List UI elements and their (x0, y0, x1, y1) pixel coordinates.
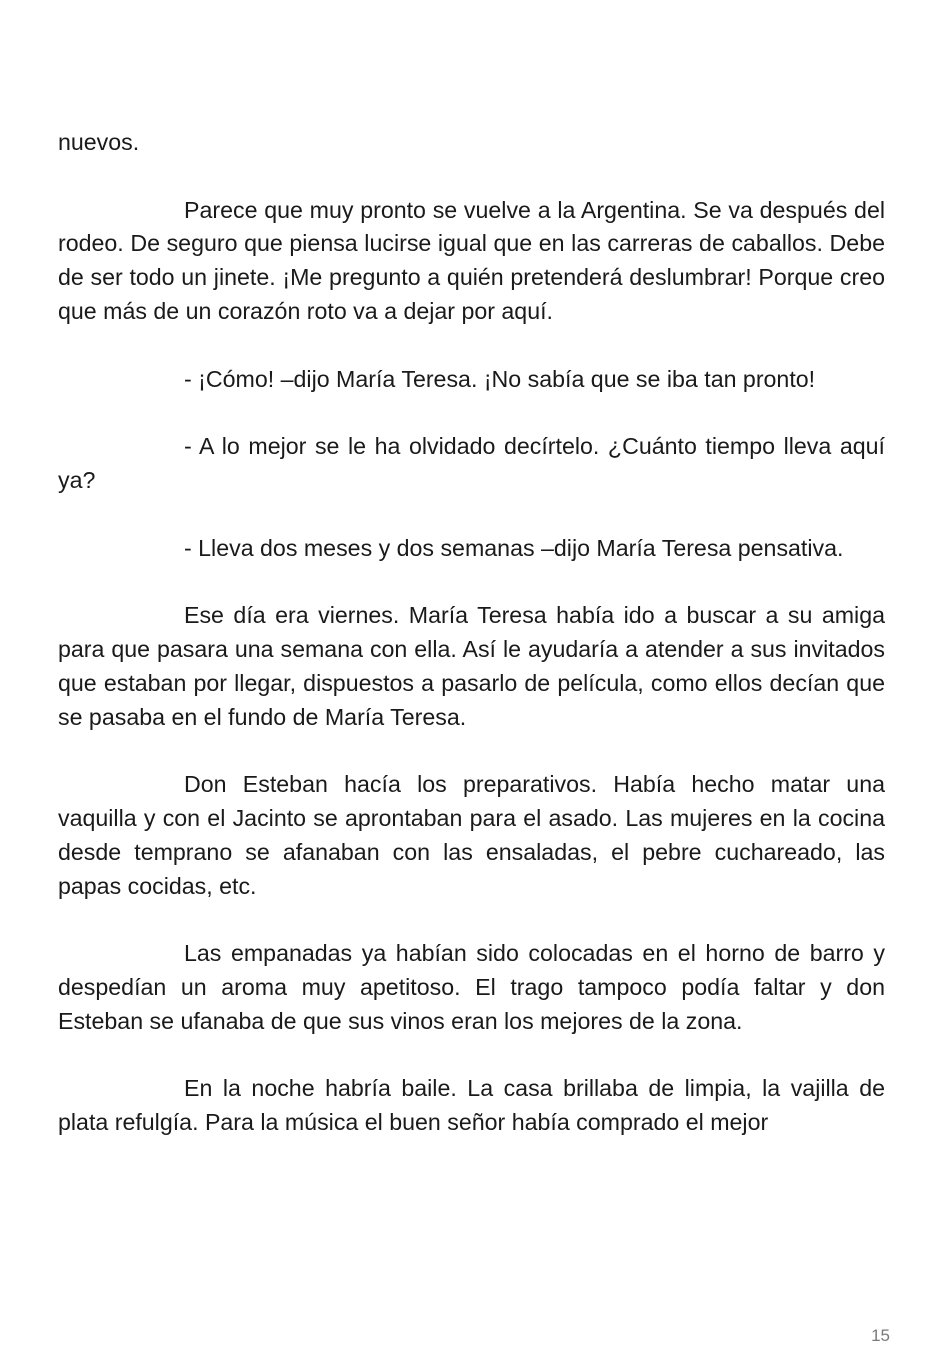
page-number: 15 (871, 1326, 890, 1345)
paragraph-argentina: Parece que muy pronto se vuelve a la Argentina. Se va después del rodeo. De seguro que piensa lucirse igual que en las carreras de caballos. Debe de ser todo un jinete. ¡Me pregunto a quién pretenderá deslumbrar! Porque creo que más de un corazón roto va a dejar por aquí. (58, 196, 885, 324)
page-body (58, 126, 885, 1140)
paragraph-dialogue-meses: - Lleva dos meses y dos semanas –dijo María Teresa pensativa. (184, 534, 844, 561)
paragraph-baile: En la noche habría baile. La casa brillaba de limpia, la vajilla de plata refulgía. Para la música el buen señor había comprado el mejor (58, 1075, 885, 1136)
paragraph-empanadas: Las empanadas ya habían sido colocadas en el horno de barro y despedían un aroma muy apetitoso. El trago tampoco podía faltar y don Esteban se ufanaba de que sus vinos eran los mejores de la zona. (58, 940, 885, 1034)
paragraph-preparativos: Don Esteban hacía los preparativos. Había hecho matar una vaquilla y con el Jacinto se aprontaban para el asado. Las mujeres en la cocina desde temprano se afanaban con las ensaladas, el pebre cuchareado, las papas cocidas, etc. (58, 771, 885, 899)
paragraph-viernes: Ese día era viernes. María Teresa había ido a buscar a su amiga para que pasara una semana con ella. Así le ayudaría a atender a sus invitados que estaban por llegar, dispuestos a pasarlo de película, como ellos decían que se pasaba en el fundo de María Teresa. (58, 602, 885, 730)
paragraph-continuation: nuevos. (58, 129, 140, 155)
paragraph-dialogue-como: - ¡Cómo! –dijo María Teresa. ¡No sabía que se iba tan pronto! (184, 365, 816, 392)
paragraph-dialogue-olvidado: - A lo mejor se le ha olvidado decírtelo. ¿Cuánto tiempo lleva aquí ya? (58, 433, 885, 493)
